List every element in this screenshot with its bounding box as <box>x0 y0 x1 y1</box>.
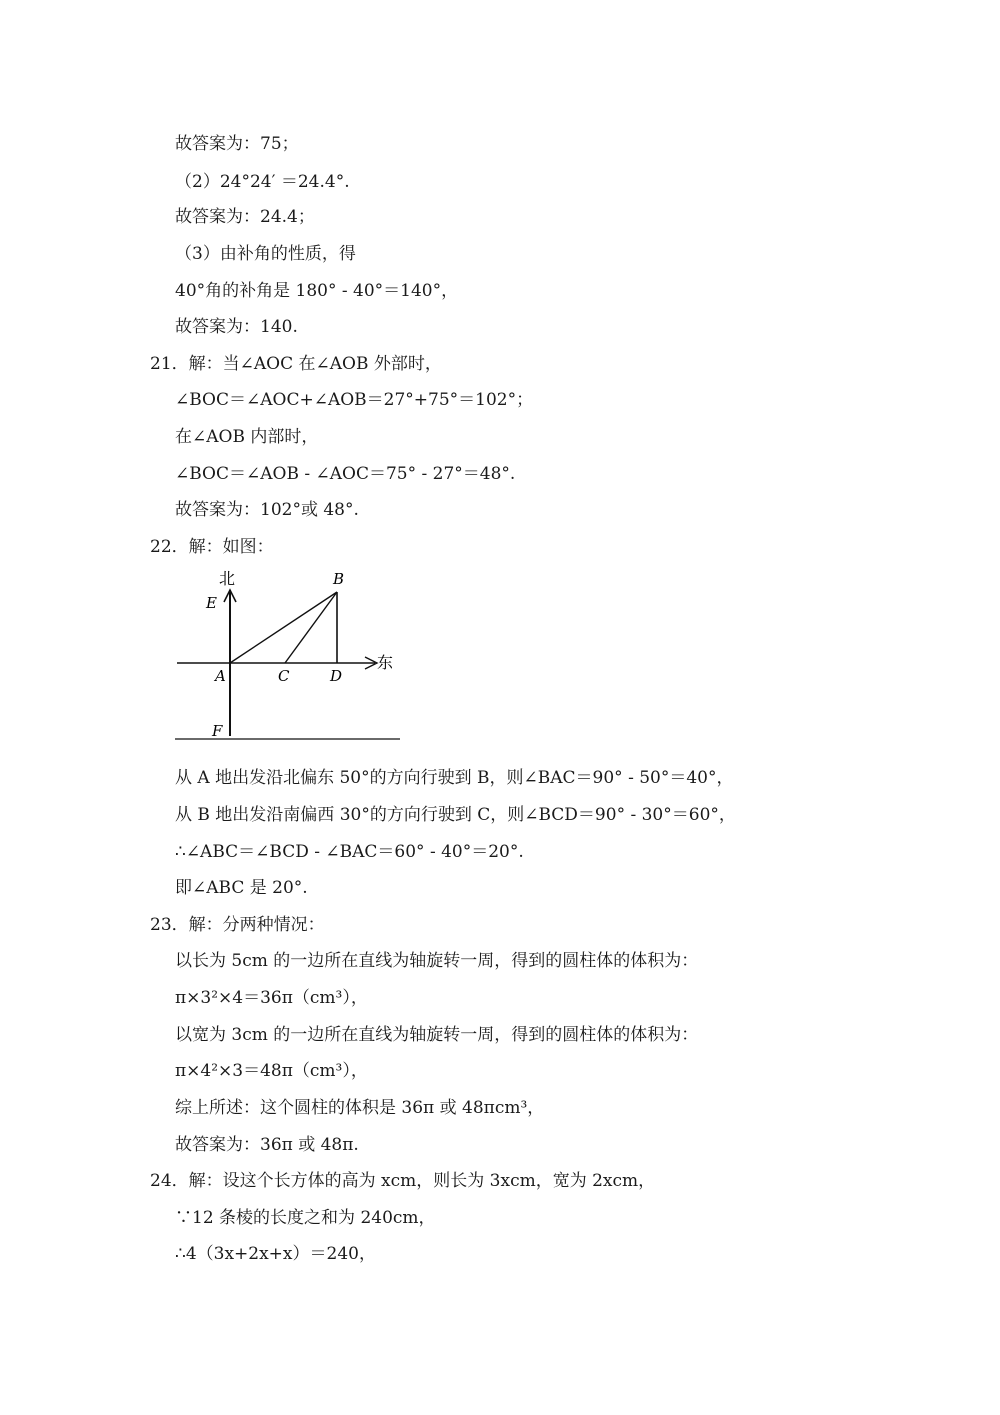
q23-case-2: 以宽为 3cm 的一边所在直线为轴旋转一周，得到的圆柱体的体积为： <box>175 1025 699 1045</box>
part-2-equation: （2）24°24′ ＝24.4°. <box>175 172 350 192</box>
q23-summary: 综上所述：这个圆柱的体积是 36π 或 48πcm³， <box>175 1098 545 1118</box>
point-label-D: D <box>330 667 343 685</box>
q23-heading: 23．解：分两种情况： <box>150 915 325 935</box>
point-label-B: B <box>333 570 345 588</box>
q22-heading: 22．解：如图： <box>150 537 274 557</box>
q23-case-1: 以长为 5cm 的一边所在直线为轴旋转一周，得到的圆柱体的体积为： <box>175 951 699 971</box>
q22-step-1: 从 A 地出发沿北偏东 50°的方向行驶到 B，则∠BAC＝90° - 50°＝40°， <box>175 768 734 788</box>
answer-line-140: 故答案为：140. <box>175 317 298 337</box>
q24-because: ∵12 条棱的长度之和为 240cm， <box>175 1208 436 1228</box>
north-label: 北 <box>219 570 236 588</box>
answer-line-24-4: 故答案为：24.4； <box>175 207 315 227</box>
segment-AB <box>230 592 337 663</box>
q22-step-2: 从 B 地出发沿南偏西 30°的方向行驶到 C，则∠BCD＝90° - 30°＝60°， <box>175 805 736 825</box>
q22-step-3: ∴∠ABC＝∠BCD - ∠BAC＝60° - 40°＝20°. <box>175 842 524 862</box>
q23-case-1-calc: π×3²×4＝36π（cm³）， <box>175 988 368 1008</box>
part-3-intro: （3）由补角的性质，得 <box>175 244 356 264</box>
answer-line-75: 故答案为：75； <box>175 134 299 154</box>
q24-heading: 24．解：设这个长方体的高为 xcm，则长为 3xcm，宽为 2xcm， <box>150 1171 656 1191</box>
q21-answer: 故答案为：102°或 48°. <box>175 500 359 520</box>
q21-heading: 21．解：当∠AOC 在∠AOB 外部时， <box>150 354 442 374</box>
q21-inside-calc: ∠BOC＝∠AOB - ∠AOC＝75° - 27°＝48°. <box>175 464 516 484</box>
point-label-C: C <box>278 667 290 685</box>
q23-case-2-calc: π×4²×3＝48π（cm³）， <box>175 1061 368 1081</box>
q21-inside-case: 在∠AOB 内部时， <box>175 427 319 447</box>
point-label-F: F <box>212 722 223 740</box>
point-label-A: A <box>215 667 226 685</box>
east-label: 东 <box>377 653 394 672</box>
q23-answer: 故答案为：36π 或 48π. <box>175 1135 359 1155</box>
point-label-E: E <box>206 594 217 612</box>
q22-answer: 即∠ABC 是 20°. <box>175 878 308 898</box>
q21-outside-calc: ∠BOC＝∠AOC+∠AOB＝27°+75°＝102°； <box>175 390 534 410</box>
direction-diagram <box>175 570 400 742</box>
supplement-calc: 40°角的补角是 180° - 40°＝140°， <box>175 281 459 301</box>
q24-therefore: ∴4（3x+2x+x）＝240， <box>175 1244 376 1264</box>
segment-CB <box>285 592 337 663</box>
